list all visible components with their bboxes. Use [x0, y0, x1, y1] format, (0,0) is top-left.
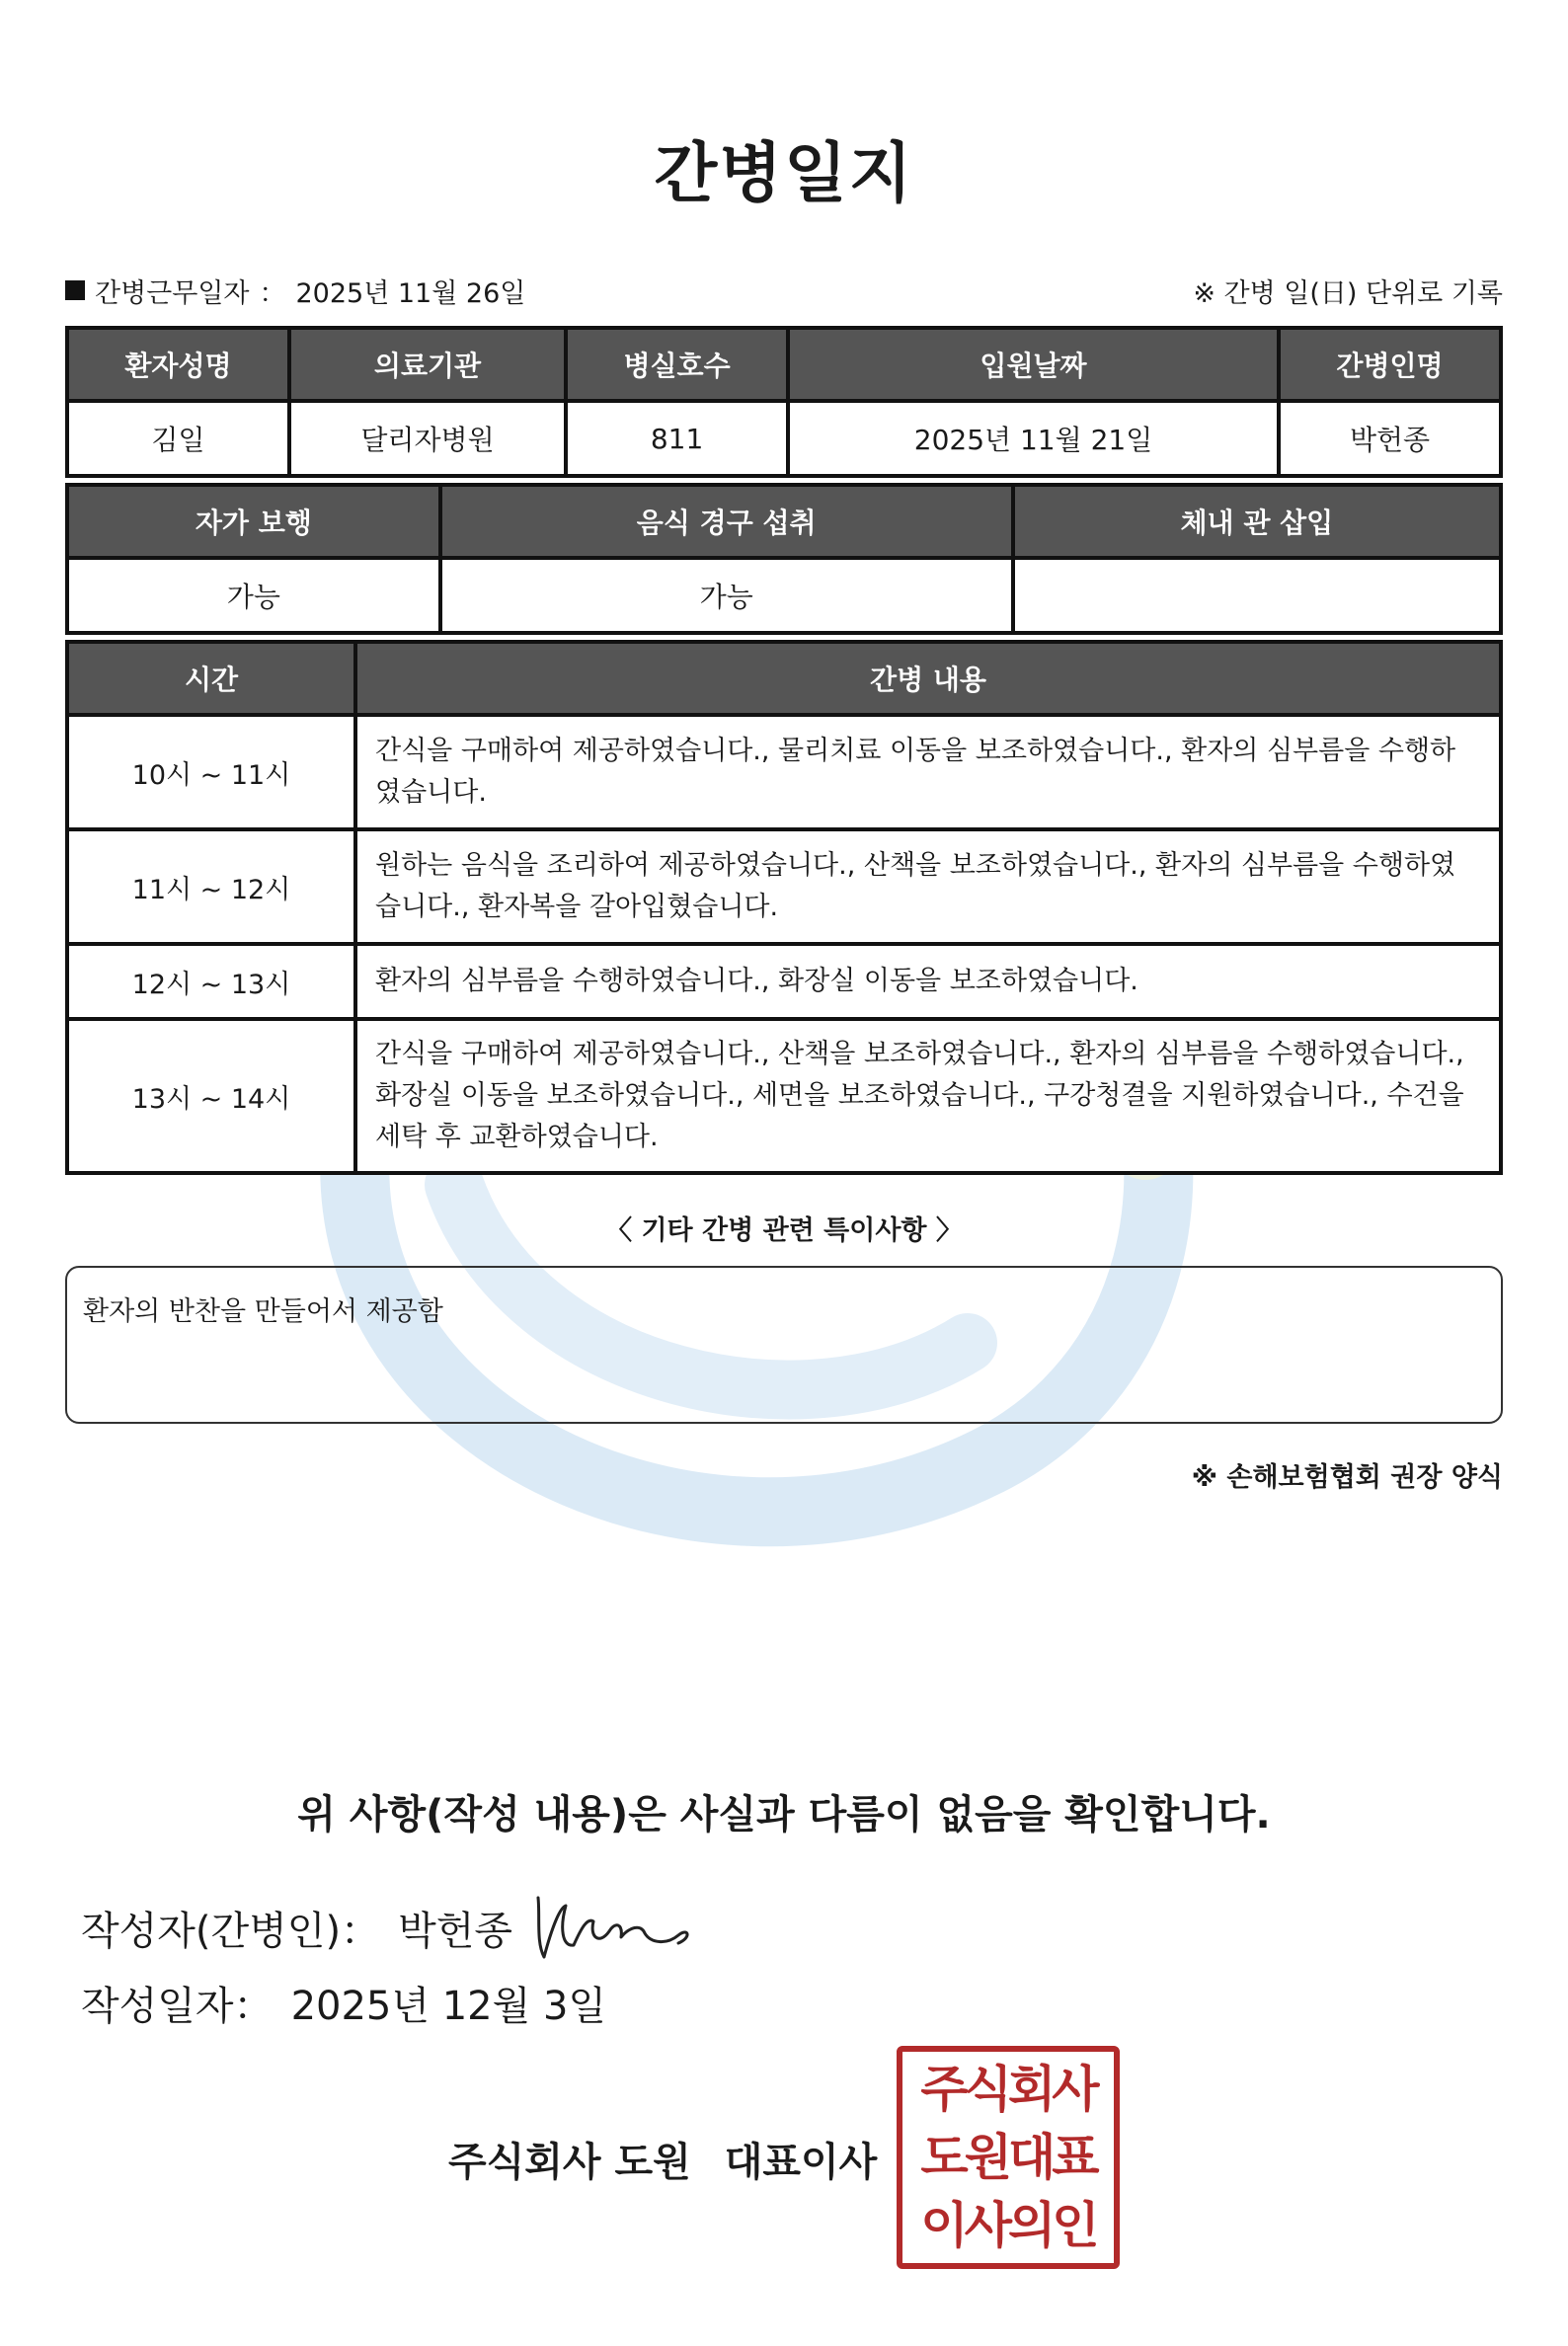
header-admission-date: 입원날짜 — [790, 330, 1277, 399]
row-content: 간식을 구매하여 제공하였습니다., 산책을 보조하였습니다., 환자의 심부름을 수행하였습니다., 화장실 이동을 보조하였습니다., 세면을 보조하였습니다., 구강청결을 지원하였습니다., 수건을 세탁 후 교환하였습니다. — [357, 1021, 1499, 1171]
header-room: 병실호수 — [568, 330, 786, 399]
notes-title: 〈 기타 간병 관련 특이사항 〉 — [605, 1215, 963, 1246]
header-walking: 자가 보행 — [69, 487, 438, 556]
company-name: 주식회사 도원 — [448, 2140, 691, 2185]
confirm-statement: 위 사항(작성 내용)은 사실과 다름이 없음을 확인합니다. — [297, 1792, 1271, 1838]
company-title: 대표이사 — [724, 2140, 878, 2185]
caregiver-name: 박헌종 — [1281, 403, 1499, 474]
patient-name: 김일 — [69, 403, 287, 474]
table-row — [69, 717, 1499, 827]
walking-value: 가능 — [69, 560, 438, 631]
page-title: 간병일지 — [654, 135, 914, 211]
oral-intake-value: 가능 — [442, 560, 1011, 631]
seal-row — [906, 2056, 1110, 2124]
seal-line: 주식회사 — [920, 2061, 1096, 2119]
work-date-sep: ： — [259, 277, 286, 309]
unit-note: ※ 간병 일(日) 단위로 기록 — [1193, 277, 1503, 309]
seal-line: 이사의인 — [920, 2196, 1096, 2254]
writer-row — [81, 1888, 698, 1967]
signature-image — [530, 1888, 698, 1967]
header-tube: 체내 관 삽입 — [1015, 487, 1499, 556]
hospital: 달리자병원 — [291, 403, 564, 474]
row-time: 13시 ~ 14시 — [69, 1021, 353, 1171]
writer-label: 작성자(간병인)： — [81, 1908, 381, 1954]
header-time: 시간 — [69, 644, 353, 713]
company-signature — [448, 2131, 877, 2187]
table-row — [69, 1021, 1499, 1171]
notes-box — [65, 1266, 1503, 1424]
date-row — [81, 1975, 606, 2031]
row-content: 간식을 구매하여 제공하였습니다., 물리치료 이동을 보조하였습니다., 환자의 심부름을 수행하였습니다. — [357, 717, 1499, 827]
recommend-note: ※ 손해보험협회 권장 양식 — [1191, 1462, 1503, 1493]
header-hospital: 의료기관 — [291, 330, 564, 399]
patient-info-table — [65, 326, 1503, 478]
date-label: 작성일자： — [81, 1984, 274, 2029]
tube-value — [1015, 560, 1499, 631]
work-date-label: 간병근무일자 — [95, 277, 250, 309]
writer-name: 박헌종 — [398, 1908, 512, 1954]
table-row — [69, 831, 1499, 942]
notes-text: 환자의 반찬을 만들어서 제공함 — [83, 1296, 443, 1327]
date-value: 2025년 12월 3일 — [290, 1984, 607, 2029]
patient-status-table — [65, 483, 1503, 635]
seal-row — [906, 2191, 1110, 2259]
company-seal-stamp — [897, 2046, 1120, 2269]
seal-row — [906, 2124, 1110, 2192]
meta-row — [65, 271, 1503, 310]
square-bullet-icon — [65, 280, 85, 300]
row-content: 환자의 심부름을 수행하였습니다., 화장실 이동을 보조하였습니다. — [357, 946, 1499, 1017]
row-time: 11시 ~ 12시 — [69, 831, 353, 942]
row-time: 12시 ~ 13시 — [69, 946, 353, 1017]
work-date — [65, 272, 525, 310]
table-row — [69, 946, 1499, 1017]
header-patient-name: 환자성명 — [69, 330, 287, 399]
work-date-value: 2025년 11월 26일 — [295, 277, 526, 309]
seal-line: 도원대표 — [920, 2128, 1096, 2186]
row-time: 10시 ~ 11시 — [69, 717, 353, 827]
header-oral-intake: 음식 경구 섭취 — [442, 487, 1011, 556]
admission-date: 2025년 11월 21일 — [790, 403, 1277, 474]
care-log-table — [65, 640, 1503, 1175]
room-number: 811 — [568, 403, 786, 474]
row-content: 원하는 음식을 조리하여 제공하였습니다., 산책을 보조하였습니다., 환자의 심부름을 수행하였습니다., 환자복을 갈아입혔습니다. — [357, 831, 1499, 942]
header-care-content: 간병 내용 — [357, 644, 1499, 713]
header-caregiver: 간병인명 — [1281, 330, 1499, 399]
